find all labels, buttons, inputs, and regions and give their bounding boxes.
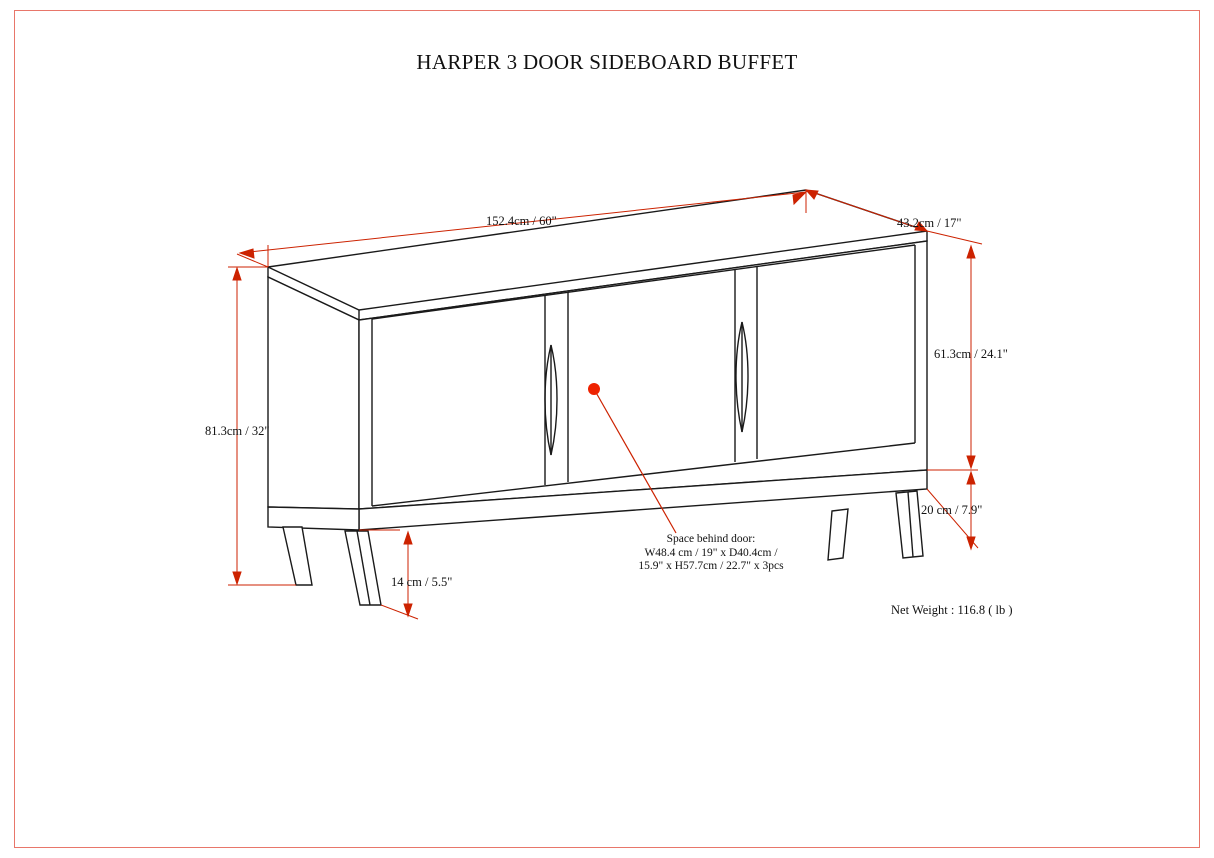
- sideboard-outline: [268, 190, 927, 605]
- callout-space-behind-door: [631, 533, 791, 574]
- callout-line-1: Space behind door:: [666, 533, 756, 545]
- dimension-cabinet-body-height: 61.3cm / 24.1": [934, 347, 1008, 361]
- net-weight-label: Net Weight : 116.8 ( lb ): [891, 603, 1013, 617]
- callout-line-2: W48.4 cm / 19" x D40.4cm /: [644, 546, 778, 559]
- dimension-width-top: 152.4cm / 60": [486, 214, 557, 228]
- dimension-height-total: 81.3cm / 32": [205, 424, 270, 438]
- callout-line-3: 15.9" x H57.7cm / 22.7" x 3pcs: [638, 560, 784, 572]
- page-title: HARPER 3 DOOR SIDEBOARD BUFFET: [416, 50, 798, 74]
- dimension-leg-clearance: 14 cm / 5.5": [391, 575, 453, 589]
- dimension-leg-section-height: 20 cm / 7.9": [921, 503, 983, 517]
- dimension-depth-top: 43.2cm / 17": [897, 216, 962, 230]
